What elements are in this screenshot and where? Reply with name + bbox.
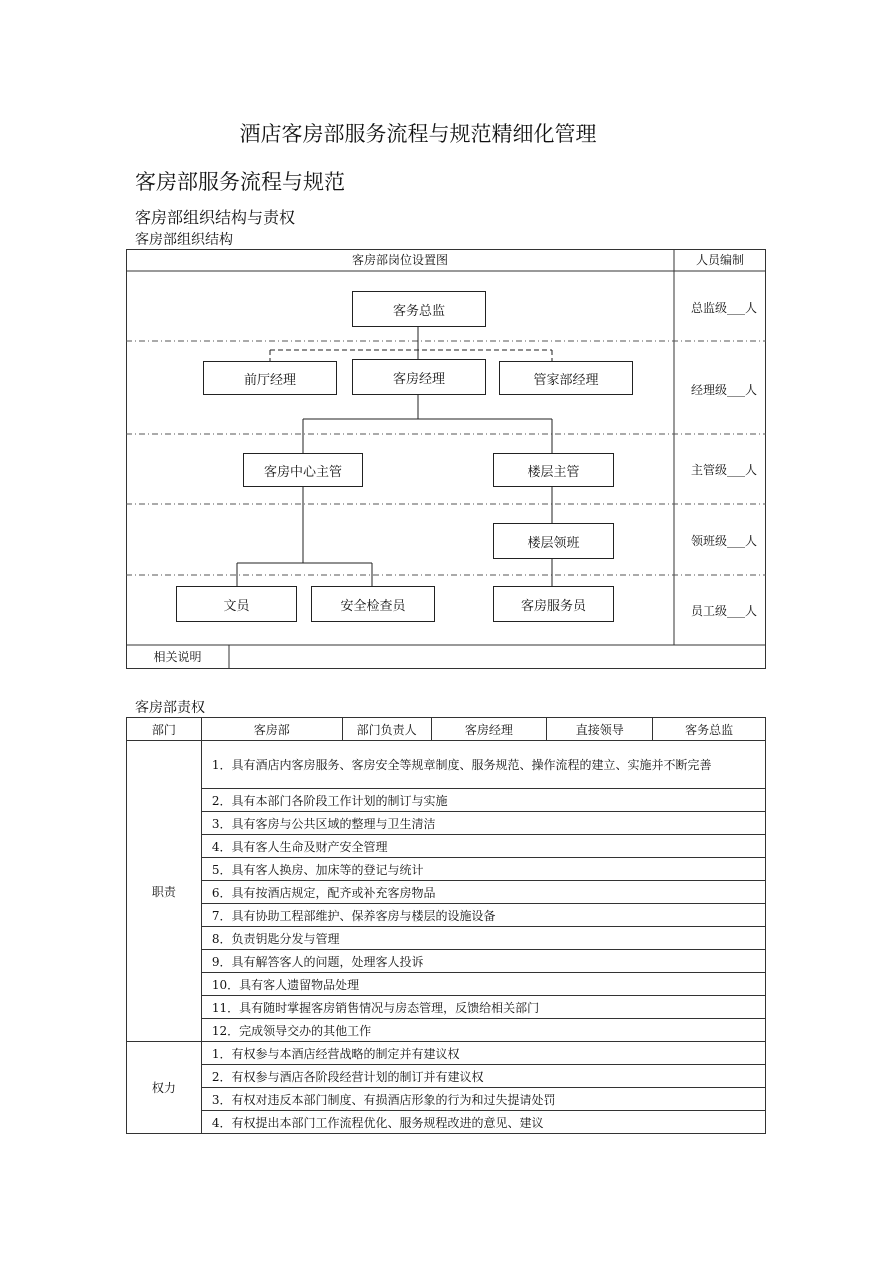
- duty-item: 6．具有按酒店规定，配齐或补充客房物品: [201, 881, 765, 904]
- duty-row: [127, 927, 766, 950]
- duty-row: [127, 881, 766, 904]
- dept-label: 部门: [127, 718, 202, 741]
- level-director-staffing: 总监级___人: [690, 301, 757, 315]
- level-staff-staffing: 员工级___人: [690, 604, 757, 618]
- level-manager-staffing: 经理级___人: [690, 383, 757, 397]
- duty-row: [127, 1019, 766, 1042]
- duty-item: 10．具有客人遗留物品处理: [201, 973, 765, 996]
- subsection-title: 客房部组织结构与责权: [135, 208, 296, 227]
- powers-label: 权力: [127, 1042, 202, 1134]
- box-room-attendant: 客房服务员: [493, 586, 614, 622]
- power-row: [127, 1088, 766, 1111]
- org-header-staffing: 人员编制: [695, 253, 744, 267]
- duty-item: 12．完成领导交办的其他工作: [201, 1019, 765, 1042]
- duty-row: [127, 741, 766, 789]
- duties-label: 职责: [127, 741, 202, 1042]
- duty-item: 3．具有客房与公共区域的整理与卫生清洁: [201, 812, 765, 835]
- duty-row: [127, 789, 766, 812]
- duty-item: 11．具有随时掌握客房销售情况与房态管理，反馈给相关部门: [201, 996, 765, 1019]
- dept-value: 客房部: [201, 718, 342, 741]
- duty-row: [127, 835, 766, 858]
- duty-row: [127, 858, 766, 881]
- duty-item: 4．具有客人生命及财产安全管理: [201, 835, 765, 858]
- box-rooms-center-supervisor: 客房中心主管: [243, 453, 363, 487]
- duty-item: 7．具有协助工程部维护、保养客房与楼层的设施设备: [201, 904, 765, 927]
- power-item: 3．有权对违反本部门制度、有损酒店形象的行为和过失提请处罚: [201, 1088, 765, 1111]
- power-row: [127, 1111, 766, 1134]
- level-supervisor-staffing: 主管级___人: [690, 463, 757, 477]
- superior-label: 直接领导: [547, 718, 653, 741]
- org-heading: 客房部组织结构: [135, 232, 233, 248]
- duty-row: [127, 812, 766, 835]
- box-director: 客务总监: [352, 291, 486, 327]
- box-housekeeping-manager: 管家部经理: [499, 361, 633, 395]
- superior-value: 客务总监: [653, 718, 766, 741]
- duty-item: 2．具有本部门各阶段工作计划的制订与实施: [201, 789, 765, 812]
- box-floor-supervisor: 楼层主管: [493, 453, 614, 487]
- duty-row: [127, 973, 766, 996]
- box-clerk: 文员: [176, 586, 297, 622]
- duty-item: 5．具有客人换房、加床等的登记与统计: [201, 858, 765, 881]
- power-row: [127, 1065, 766, 1088]
- duty-row: [127, 904, 766, 927]
- org-header-title: 客房部岗位设置图: [351, 253, 448, 267]
- section-title: 客房部服务流程与规范: [135, 170, 345, 194]
- head-value: 客房经理: [431, 718, 547, 741]
- notes-value: [234, 645, 754, 669]
- power-item: 4．有权提出本部门工作流程优化、服务规程改进的意见、建议: [201, 1111, 765, 1134]
- duty-item: 9．具有解答客人的问题，处理客人投诉: [201, 950, 765, 973]
- notes-label: 相关说明: [153, 650, 202, 664]
- power-row: [127, 1042, 766, 1065]
- duty-item: 1．具有酒店内客房服务、客房安全等规章制度、服务规范、操作流程的建立、实施并不断完善: [201, 741, 765, 789]
- duty-item: 8．负责钥匙分发与管理: [201, 927, 765, 950]
- duty-table: [126, 717, 766, 1134]
- duty-heading: 客房部责权: [135, 700, 205, 716]
- box-rooms-manager: 客房经理: [352, 359, 486, 395]
- box-safety-inspector: 安全检查员: [311, 586, 435, 622]
- head-label: 部门负责人: [342, 718, 431, 741]
- box-floor-captain: 楼层领班: [493, 523, 614, 559]
- duty-row: [127, 996, 766, 1019]
- duty-table-header-row: [127, 718, 766, 741]
- level-captain-staffing: 领班级___人: [690, 534, 757, 548]
- document-title: 酒店客房部服务流程与规范精细化管理: [239, 122, 597, 146]
- power-item: 1．有权参与本酒店经营战略的制定并有建议权: [201, 1042, 765, 1065]
- box-front-office-manager: 前厅经理: [203, 361, 337, 395]
- duty-row: [127, 950, 766, 973]
- power-item: 2．有权参与酒店各阶段经营计划的制订并有建议权: [201, 1065, 765, 1088]
- org-chart: [126, 249, 766, 669]
